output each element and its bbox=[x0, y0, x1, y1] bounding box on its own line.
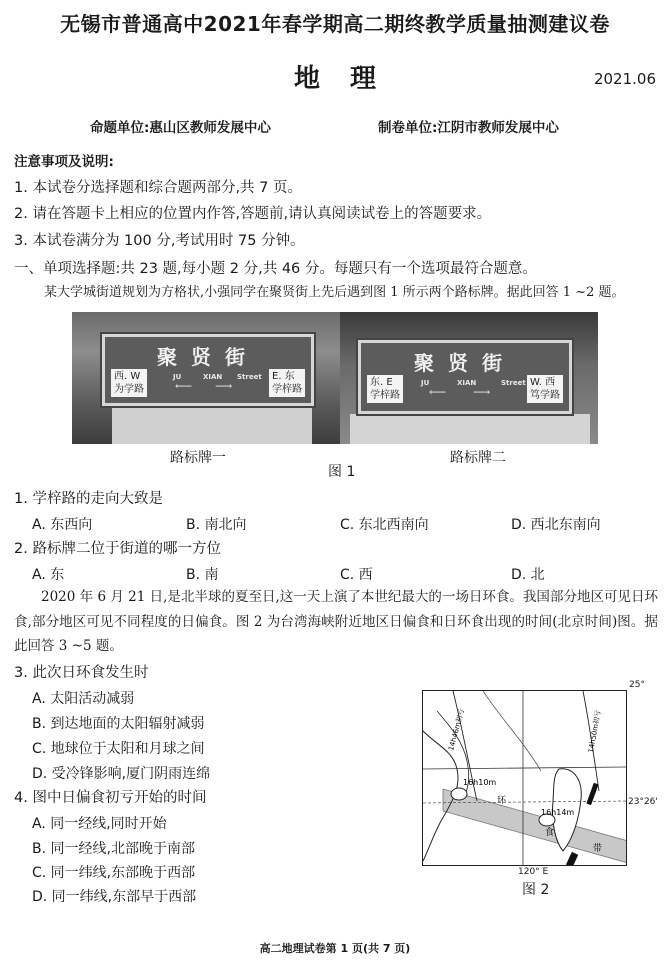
sign-pinyin: JU bbox=[173, 373, 182, 381]
latitude-line-25 bbox=[423, 767, 627, 769]
eclipse-map-svg bbox=[423, 691, 627, 866]
arrow-right-icon: ⟶ bbox=[473, 385, 491, 399]
map-mark bbox=[586, 783, 598, 805]
q4-stem: 4. 图中日偏食初亏开始的时间 bbox=[14, 790, 207, 806]
q2-option-c: C. 西 bbox=[340, 567, 373, 583]
q1-stem: 1. 学梓路的走向大致是 bbox=[14, 491, 163, 507]
sign-photo-2 bbox=[340, 312, 598, 444]
q1-option-b: B. 南北向 bbox=[186, 517, 247, 533]
note-item-2: 2. 请在答题卡上相应的位置内作答,答题前,请认真阅读试卷上的答题要求。 bbox=[14, 206, 492, 222]
q3-option-d: D. 受冷锋影响,厦门阴雨连绵 bbox=[32, 766, 211, 782]
q3-option-c: C. 地球位于太阳和月球之间 bbox=[32, 741, 205, 757]
lat-label-2326: 23°26' bbox=[628, 797, 658, 807]
notes-heading: 注意事项及说明: bbox=[14, 154, 114, 170]
q2-option-b: B. 南 bbox=[186, 567, 219, 583]
figure1-caption-2: 路标牌二 bbox=[450, 450, 506, 466]
sign-pinyin: Street bbox=[237, 373, 262, 381]
time-label-2: 16h14m bbox=[541, 808, 575, 817]
iso-label-2: 14h50m初亏 bbox=[587, 709, 603, 754]
arrow-left-icon: ⟵ bbox=[175, 379, 193, 393]
lat-label-25: 25° bbox=[629, 680, 645, 690]
page-footer: 高二地理试卷第 1 页(共 7 页) bbox=[259, 942, 411, 955]
street-sign-2 bbox=[358, 340, 572, 414]
sign-pinyin: Street bbox=[501, 379, 526, 387]
sign-left-road: 东. E 学梓路 bbox=[367, 375, 403, 403]
proposition-unit: 命题单位:惠山区教师发展中心 bbox=[90, 120, 271, 136]
sign-street-name: 聚贤街 bbox=[414, 351, 516, 375]
q4-option-d: D. 同一纬线,东部早于西部 bbox=[32, 889, 197, 905]
sign-photo-1 bbox=[72, 312, 340, 444]
q2-option-a: A. 东 bbox=[32, 567, 65, 583]
q4-option-c: C. 同一纬线,东部晚于西部 bbox=[32, 865, 196, 881]
exam-date: 2021.06 bbox=[593, 70, 656, 88]
production-unit: 制卷单位:江阴市教师发展中心 bbox=[378, 120, 559, 136]
sign-pinyin: JU bbox=[421, 379, 430, 387]
arrow-left-icon: ⟵ bbox=[429, 385, 447, 399]
arrow-right-icon: ⟶ bbox=[215, 379, 233, 393]
q3-stem: 3. 此次日环食发生时 bbox=[14, 665, 149, 681]
q3-option-b: B. 到达地面的太阳辐射减弱 bbox=[32, 716, 205, 732]
note-item-1: 1. 本试卷分选择题和综合题两部分,共 7 页。 bbox=[14, 180, 302, 196]
figure1-label: 图 1 bbox=[328, 464, 356, 480]
annular-point-1610 bbox=[451, 788, 467, 800]
sign-right-road: W. 西 笃学路 bbox=[527, 375, 563, 403]
section-intro: 某大学城街道规划为方格状,小强同学在聚贤街上先后遇到图 1 所示两个路标牌。据此回答 1 ~2 题。 bbox=[44, 285, 625, 300]
section-heading: 一、单项选择题:共 23 题,每小题 2 分,共 46 分。每题只有一个选项最符合题意。 bbox=[14, 261, 537, 277]
q1-option-a: A. 东西向 bbox=[32, 517, 93, 533]
sign-pinyin: XIAN bbox=[203, 373, 223, 381]
q4-option-a: A. 同一经线,同时开始 bbox=[32, 816, 167, 832]
sign-street-name: 聚贤街 bbox=[157, 345, 259, 369]
figure2-label: 图 2 bbox=[522, 882, 550, 898]
map-mark bbox=[566, 852, 578, 866]
band-label-l: 环 bbox=[497, 796, 507, 806]
lon-label-120: 120° E bbox=[518, 867, 549, 877]
street-sign-1 bbox=[102, 334, 314, 406]
q2-stem: 2. 路标牌二位于街道的哪一方位 bbox=[14, 541, 221, 557]
band-label-r: 带 bbox=[593, 844, 603, 854]
q4-option-b: B. 同一经线,北部晚于南部 bbox=[32, 841, 195, 857]
note-item-3: 3. 本试卷满分为 100 分,考试用时 75 分钟。 bbox=[14, 233, 305, 249]
q1-option-d: D. 西北东南向 bbox=[511, 517, 601, 533]
sign-left-road: 西. W 为学路 bbox=[111, 369, 147, 397]
band-label-m: 食 bbox=[545, 828, 555, 838]
sign-right-road: E. 东 学梓路 bbox=[269, 369, 305, 397]
passage-eclipse: 2020 年 6 月 21 日,是北半球的夏至日,这一天上演了本世纪最大的一场日环食。我国部分地区可见日环食,部分地区可见不同程度的日偏食。图 2 为台湾海峡附近地区日偏食和日环食出现的时间(北京时间)图。据此回答 3 ~5 题。 bbox=[14, 589, 658, 654]
figure1-caption-1: 路标牌一 bbox=[170, 450, 226, 466]
sign-pinyin: XIAN bbox=[457, 379, 477, 387]
iso-label-1: 14h46m初亏 bbox=[447, 707, 467, 752]
time-label-1: 16h10m bbox=[463, 778, 497, 787]
isoline-mid bbox=[483, 691, 541, 771]
eclipse-map bbox=[422, 690, 627, 866]
q2-option-d: D. 北 bbox=[511, 567, 545, 583]
q3-option-a: A. 太阳活动减弱 bbox=[32, 691, 135, 707]
subject-title: 地理 bbox=[293, 64, 406, 94]
exam-title: 无锡市普通高中2021年春学期高二期终教学质量抽测建议卷 bbox=[60, 12, 610, 36]
q1-option-c: C. 东北西南向 bbox=[340, 517, 429, 533]
